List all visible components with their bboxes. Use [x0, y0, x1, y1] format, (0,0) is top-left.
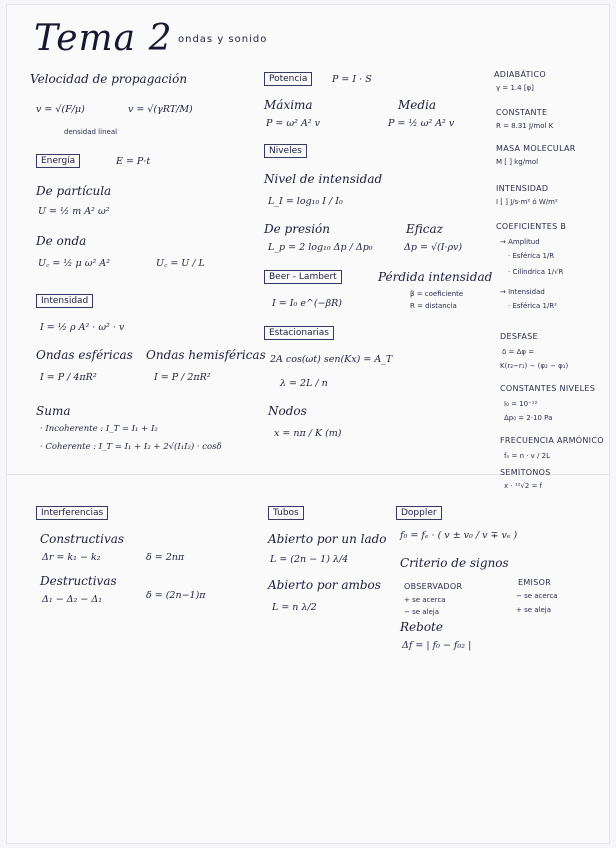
esfericas-formula: I = P / 4πR²: [40, 372, 97, 383]
potencia-formula: P = I · S: [332, 74, 372, 85]
maxima-heading: Máxima: [264, 98, 313, 112]
constantes-i0: I₀ = 10⁻¹²: [504, 400, 538, 408]
constructivas-delta: δ = 2nπ: [146, 552, 185, 563]
presion-heading: De presión: [264, 222, 331, 236]
intensidad-formula: I = ½ ρ A² · ω² · v: [40, 322, 125, 333]
energia-formula: E = P·t: [116, 156, 151, 167]
destructivas-delta: δ = (2n−1)π: [146, 590, 206, 601]
suma-coherente: · Coherente : I_T = I₁ + I₂ + 2√(I₁I₂) · cosδ: [40, 442, 222, 452]
tubos-box: Tubos: [268, 506, 304, 520]
beta-note: β = coeficiente: [410, 290, 464, 298]
eficaz-formula: Δp = √(I·ρv): [404, 242, 463, 253]
media-formula: P = ½ ω² A² v: [388, 118, 455, 129]
energia-box: Energía: [36, 154, 80, 168]
frecuencia-formula: fₙ = n · v / 2L: [504, 452, 550, 460]
observador-label: OBSERVADOR: [404, 582, 463, 591]
onda-formula-1: U꜀ = ½ μ ω² A²: [38, 258, 110, 269]
coef-esferica-2: · Esférica 1/R²: [508, 302, 557, 310]
desfase-heading: DESFASE: [500, 332, 538, 341]
onda-formula-2: U꜀ = U / L: [156, 258, 205, 269]
velocidad-formula-tension: v = √(F/μ): [36, 104, 85, 115]
esfericas-heading: Ondas esféricas: [36, 348, 133, 362]
nodos-formula: x = nπ / K (m): [274, 428, 342, 439]
destructivas-heading: Destructivas: [40, 574, 117, 588]
page-title: Tema 2: [34, 18, 173, 59]
potencia-box: Potencia: [264, 72, 312, 86]
constante-value: R = 8.31 J/mol K: [496, 122, 554, 130]
constructivas-heading: Constructivas: [40, 532, 125, 546]
hemisfericas-heading: Ondas hemisféricas: [146, 348, 266, 362]
nivel-intensidad-heading: Nivel de intensidad: [264, 172, 383, 186]
adiabatico-value: γ = 1.4 [φ]: [496, 84, 534, 92]
estacionarias-box: Estacionarias: [264, 326, 334, 340]
niveles-box: Niveles: [264, 144, 307, 158]
page-subtitle: ondas y sonido: [178, 34, 268, 45]
rebote-heading: Rebote: [400, 620, 443, 634]
perdida-heading: Pérdida intensidad: [378, 270, 493, 284]
desfase-line-1: δ = Δφ =: [502, 348, 535, 356]
semitonos-formula: x · ¹²√2 = f: [504, 482, 543, 490]
onda-heading: De onda: [36, 234, 87, 248]
coeficientes-heading: COEFICIENTES Β: [496, 222, 567, 231]
observador-1: + se acerca: [404, 596, 446, 604]
coef-amplitud: → Amplitud: [500, 238, 540, 246]
rebote-formula: Δf = | f₀ − f₀₂ |: [402, 640, 472, 651]
particula-heading: De partícula: [36, 184, 112, 198]
intensidad-units-value: I [ ] J/s·m² ó W/m²: [496, 198, 558, 206]
tubos-formula-2: L = n λ/2: [272, 602, 317, 613]
destructivas-formula: Δ₁ − Δ₂ − Δ₁: [42, 594, 103, 605]
constante-heading: CONSTANTE: [496, 108, 548, 117]
emisor-1: − se acerca: [516, 592, 558, 600]
presion-formula: L_p = 2 log₁₀ Δp / Δp₀: [268, 242, 373, 253]
r-note: R = distancia: [410, 302, 457, 310]
notes-page: [6, 4, 610, 844]
adiabatico-heading: ADIABÁTICO: [494, 70, 546, 79]
masa-value: M [ ] kg/mol: [496, 158, 539, 166]
semitonos-heading: SEMITONOS: [500, 468, 551, 477]
doppler-formula: f₀ = fₑ · ( v ± v₀ / v ∓ vₑ ): [400, 530, 518, 541]
desfase-line-2: K(r₂−r₁) − (φ₂ − φ₁): [500, 362, 569, 370]
constructivas-formula: Δr = k₁ − k₂: [42, 552, 101, 563]
intensidad-units-heading: INTENSIDAD: [496, 184, 549, 193]
estacionarias-lambda: λ = 2L / n: [280, 378, 328, 389]
observador-2: − se aleja: [404, 608, 440, 616]
coef-esferica-1: · Esférica 1/R: [508, 252, 555, 260]
beer-lambert-box: Beer - Lambert: [264, 270, 342, 284]
hemisfericas-formula: I = P / 2πR²: [154, 372, 211, 383]
coef-cilindrica: · Cilíndrica 1/√R: [508, 268, 564, 276]
suma-incoherente: · Incoherente : I_T = I₁ + I₂: [40, 424, 158, 434]
velocidad-note: densidad lineal: [64, 128, 118, 136]
velocidad-formula-gas: v = √(γRT/M): [128, 104, 193, 115]
constantes-p0: Δp₀ = 2·10 Pa: [504, 414, 553, 422]
suma-heading: Suma: [36, 404, 71, 418]
velocidad-heading: Velocidad de propagación: [30, 72, 188, 86]
abierto-un-lado-heading: Abierto por un lado: [268, 532, 387, 546]
constantes-niveles-heading: CONSTANTES NIVELES: [500, 384, 596, 393]
intensidad-box: Intensidad: [36, 294, 93, 308]
interferencias-box: Interferencias: [36, 506, 108, 520]
tubos-formula-1: L = (2n − 1) λ/4: [270, 554, 349, 565]
beer-lambert-formula: I = I₀ e^(−βR): [272, 298, 342, 309]
eficaz-heading: Eficaz: [406, 222, 443, 236]
particula-formula: U = ½ m A² ω²: [38, 206, 110, 217]
nodos-heading: Nodos: [268, 404, 307, 418]
frecuencia-heading: FRECUENCIA ARMÓNICO: [500, 436, 604, 445]
doppler-box: Doppler: [396, 506, 442, 520]
abierto-ambos-heading: Abierto por ambos: [268, 578, 381, 592]
emisor-2: + se aleja: [516, 606, 552, 614]
coef-intensidad: → Intensidad: [500, 288, 545, 296]
maxima-formula: P = ω² A² v: [266, 118, 321, 129]
emisor-label: EMISOR: [518, 578, 552, 587]
masa-heading: MASA MOLECULAR: [496, 144, 576, 153]
estacionarias-formula: 2A cos(ωt) sen(Kx) = A_T: [270, 354, 393, 365]
media-heading: Media: [398, 98, 437, 112]
criterio-heading: Criterio de signos: [400, 556, 509, 570]
nivel-intensidad-formula: L_I = log₁₀ I / I₀: [268, 196, 343, 207]
